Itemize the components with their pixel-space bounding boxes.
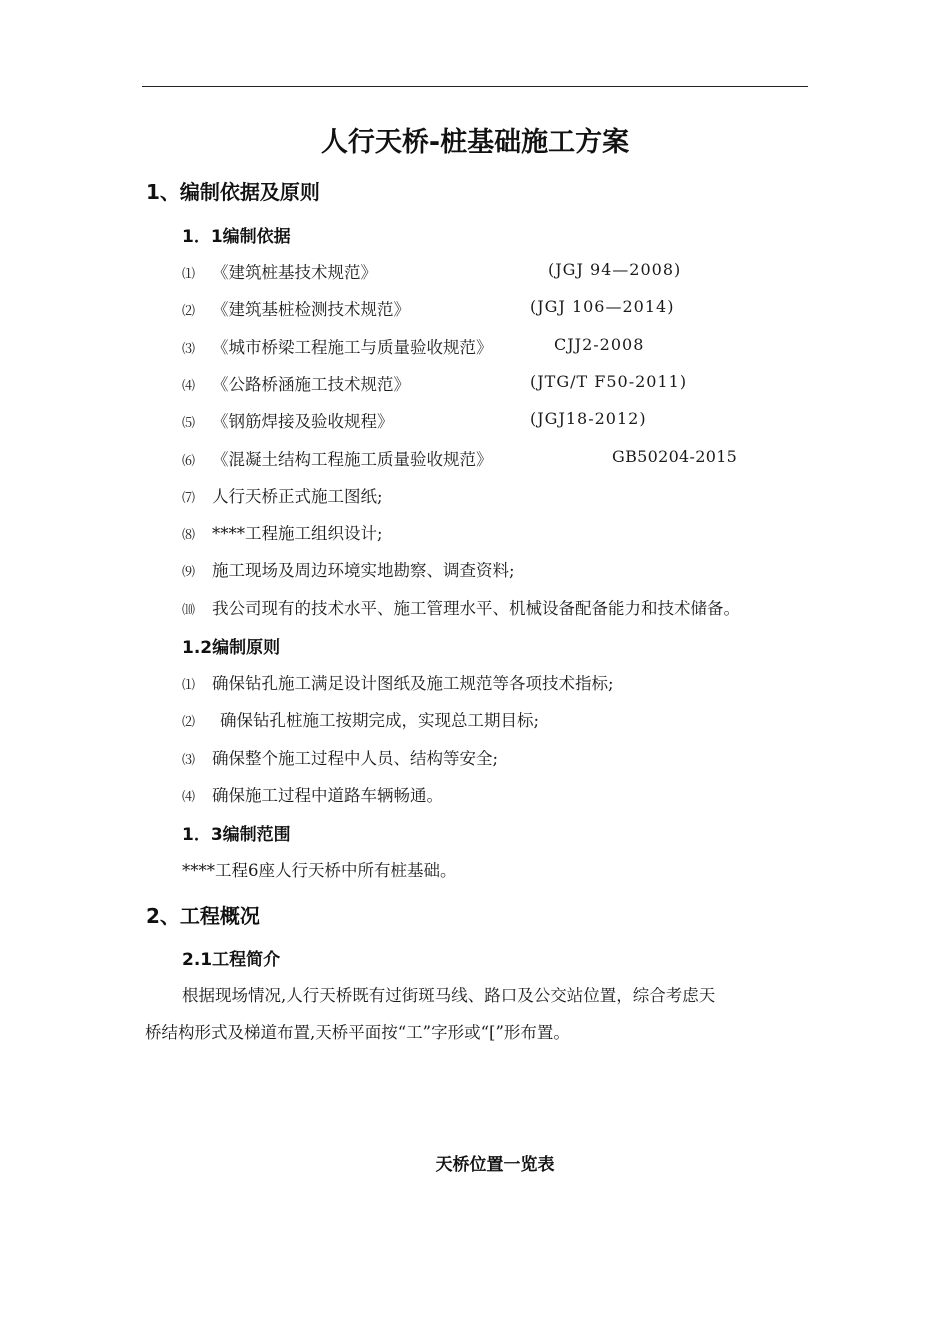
item-number: ⑼ <box>182 565 196 580</box>
item-text: 确保钻孔施工满足设计图纸及施工规范等各项技术指标; <box>212 674 614 693</box>
scope-text: ****工程6座人行天桥中所有桩基础。 <box>182 861 457 880</box>
standard-code: (JGJ 94—2008) <box>548 260 682 279</box>
item-text: 《公路桥涵施工技术规范》 <box>212 375 410 394</box>
item-text: 施工现场及周边环境实地勘察、调查资料; <box>212 561 515 580</box>
item-text: 《钢筋焊接及验收规程》 <box>212 412 394 431</box>
standard-code: (JGJ 106—2014) <box>530 297 675 316</box>
item-number: ⑷ <box>182 790 196 805</box>
basis-item <box>182 259 377 283</box>
item-number: ⑺ <box>182 491 196 506</box>
principle-item <box>182 707 539 731</box>
basis-item <box>182 408 394 432</box>
standard-code: GB50204-2015 <box>612 447 738 466</box>
subsection-1-1-heading: 1．1编制依据 <box>182 227 291 247</box>
item-text: 确保钻孔桩施工按期完成，实现总工期目标; <box>220 711 540 730</box>
item-number: ⑻ <box>182 528 196 543</box>
subsection-1-2-heading: 1.2编制原则 <box>182 638 281 658</box>
basis-item <box>182 334 493 358</box>
header-rule <box>142 86 808 87</box>
item-text: ****工程施工组织设计; <box>212 524 383 543</box>
basis-item <box>182 483 383 507</box>
principle-item <box>182 782 443 806</box>
item-text: 确保施工过程中道路车辆畅通。 <box>212 786 443 805</box>
principle-item <box>182 745 498 769</box>
item-number: ⑶ <box>182 342 196 357</box>
section-1-heading: 1、编制依据及原则 <box>146 180 320 204</box>
item-number: ⑵ <box>182 304 196 319</box>
item-text: 人行天桥正式施工图纸; <box>212 487 383 506</box>
document-title: 人行天桥-桩基础施工方案 <box>320 127 630 158</box>
principle-item <box>182 670 614 694</box>
item-number: ⑹ <box>182 454 196 469</box>
basis-item <box>182 557 515 581</box>
section-2-heading: 2、工程概况 <box>146 904 260 928</box>
item-number: ⑴ <box>182 678 196 693</box>
standard-code: (JGJ18-2012) <box>530 409 647 428</box>
item-text: 确保整个施工过程中人员、结构等安全; <box>212 749 499 768</box>
item-number: ⑵ <box>182 715 196 730</box>
item-number: ⑴ <box>182 267 196 282</box>
intro-paragraph-line-1: 根据现场情况,人行天桥既有过街斑马线、路口及公交站位置，综合考虑天 <box>182 986 716 1005</box>
item-text: 《建筑桩基技术规范》 <box>212 263 377 282</box>
basis-item <box>182 296 410 320</box>
basis-item <box>182 446 493 470</box>
item-number: ⑸ <box>182 416 196 431</box>
subsection-1-3-heading: 1．3编制范围 <box>182 825 291 845</box>
standard-code: CJJ2-2008 <box>554 335 645 354</box>
subsection-2-1-heading: 2.1工程简介 <box>182 950 281 970</box>
item-text: 《建筑基桩检测技术规范》 <box>212 300 410 319</box>
item-text: 我公司现有的技术水平、施工管理水平、机械设备配备能力和技术储备。 <box>212 599 740 618</box>
item-number: ⑷ <box>182 379 196 394</box>
intro-paragraph-line-2: 桥结构形式及梯道布置,天桥平面按“工”字形或“[”形布置。 <box>145 1023 570 1042</box>
basis-item <box>182 371 410 395</box>
basis-item <box>182 520 383 544</box>
item-number: ⑶ <box>182 753 196 768</box>
item-text: 《城市桥梁工程施工与质量验收规范》 <box>212 338 493 357</box>
item-number: ⑽ <box>182 603 196 618</box>
basis-item <box>182 595 740 619</box>
standard-code: (JTG/T F50-2011) <box>530 372 688 391</box>
table-caption: 天桥位置一览表 <box>435 1155 555 1175</box>
item-text: 《混凝土结构工程施工质量验收规范》 <box>212 450 493 469</box>
